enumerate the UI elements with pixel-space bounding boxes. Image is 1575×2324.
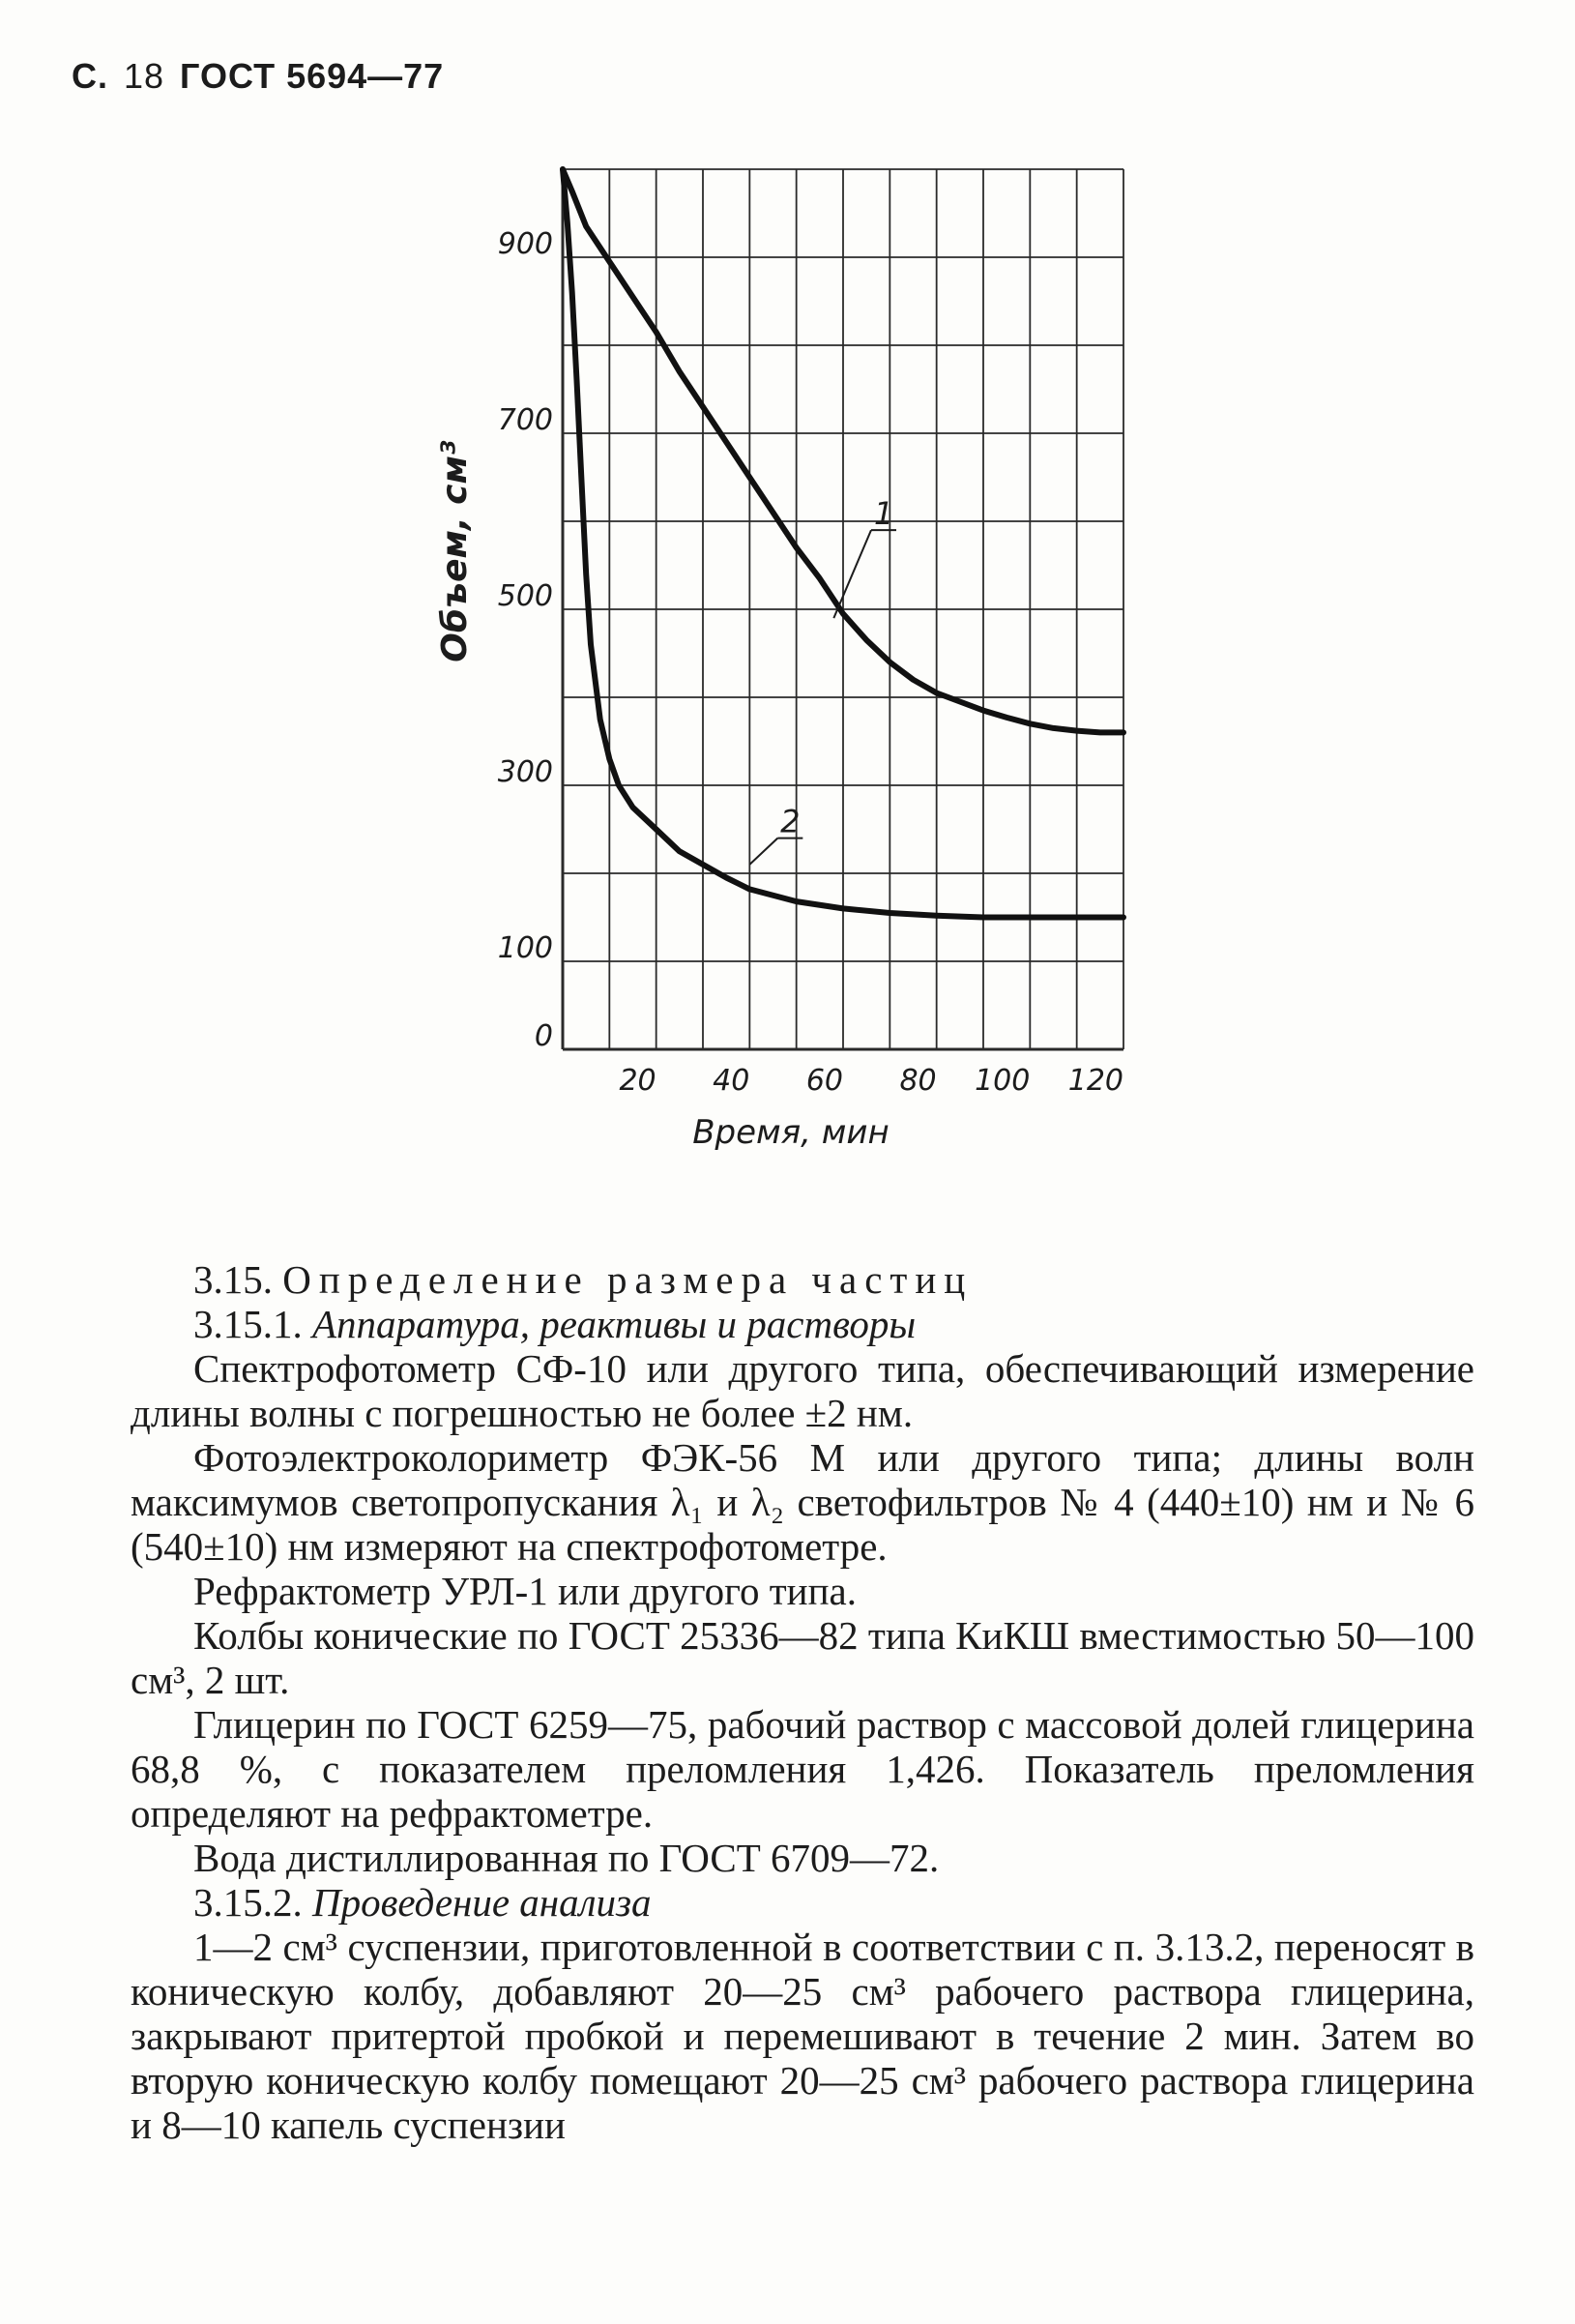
- x-tick-label: 100: [975, 1064, 1031, 1098]
- section-heading: [131, 1257, 1474, 1302]
- paragraph: Глицерин по ГОСТ 6259—75, рабочий раствор с массовой долей глицерина 68,8 %, с показателем преломления 1,426. Показатель преломления определяют на рефрактометре.: [131, 1702, 1474, 1836]
- document-body: [131, 1257, 1474, 2147]
- paragraph: 1—2 см³ суспензии, приготовленной в соответствии с п. 3.13.2, переносят в коническую колбу, добавляют 20—25 см³ рабочего раствора глицерина, закрывают притертой пробкой и перемешивают в течение 2 мин. Затем во вторую коническую колбу помещают 20—25 см³ рабочего раствора глицерина и 8—10 капель суспензии: [131, 1925, 1474, 2147]
- subsection-title: Проведение анализа: [312, 1880, 652, 1925]
- subsection-number: 3.15.2.: [193, 1880, 303, 1925]
- series-callouts: [749, 495, 896, 865]
- subsection-heading: [131, 1880, 1474, 1925]
- paragraph: Колбы конические по ГОСТ 25336—82 типа КиКШ вместимостью 50—100 см³, 2 шт.: [131, 1613, 1474, 1702]
- subsection-number: 3.15.1.: [193, 1302, 303, 1346]
- subsection-title: Аппаратура, реактивы и растворы: [312, 1302, 917, 1346]
- paragraph: Вода дистиллированная по ГОСТ 6709—72.: [193, 1836, 940, 1880]
- subsection-heading: [131, 1302, 1474, 1346]
- y-axis-label: Объем, см³: [435, 440, 475, 662]
- x-tick-label: 120: [1067, 1064, 1123, 1098]
- x-tick-label: 40: [713, 1064, 750, 1098]
- section-number: 3.15.: [193, 1257, 273, 1302]
- series-1-label: 1: [873, 495, 894, 533]
- page-label: С.: [72, 56, 108, 96]
- callout-leader: [749, 838, 777, 865]
- page-header: [72, 56, 459, 97]
- x-axis-label: Время, мин: [692, 1113, 890, 1152]
- paragraph: Рефрактометр УРЛ-1 или другого типа.: [193, 1569, 857, 1613]
- x-tick-label: 20: [619, 1064, 656, 1098]
- y-tick-label: 700: [497, 403, 553, 437]
- x-tick-label: 80: [899, 1064, 937, 1098]
- y-tick-label: 900: [497, 227, 553, 261]
- y-tick-label: 500: [497, 579, 553, 613]
- callout-leader: [833, 530, 871, 618]
- y-tick-label: 0: [534, 1019, 553, 1053]
- standard-designation: ГОСТ 5694—77: [180, 56, 445, 96]
- paragraph: Фотоэлектроколориметр ФЭК-56 М или другого типа; длины волн максимумов светопропускания λ₁ и λ₂ светофильтров № 4 (440±10) нм и № 6 (540±10) нм измеряют на спектрофотометре.: [131, 1435, 1474, 1569]
- y-tick-label: 300: [497, 755, 553, 789]
- paragraph: Спектрофотометр СФ-10 или другого типа, обеспечивающий измерение длины волны с погрешностью не более ±2 нм.: [131, 1346, 1474, 1435]
- x-tick-label: 60: [805, 1064, 843, 1098]
- series-2-label: 2: [780, 803, 801, 840]
- page-number: 18: [124, 56, 165, 96]
- volume-time-chart: [406, 145, 1160, 1190]
- section-title: Определение размера частиц: [282, 1257, 974, 1302]
- y-tick-label: 100: [497, 931, 553, 965]
